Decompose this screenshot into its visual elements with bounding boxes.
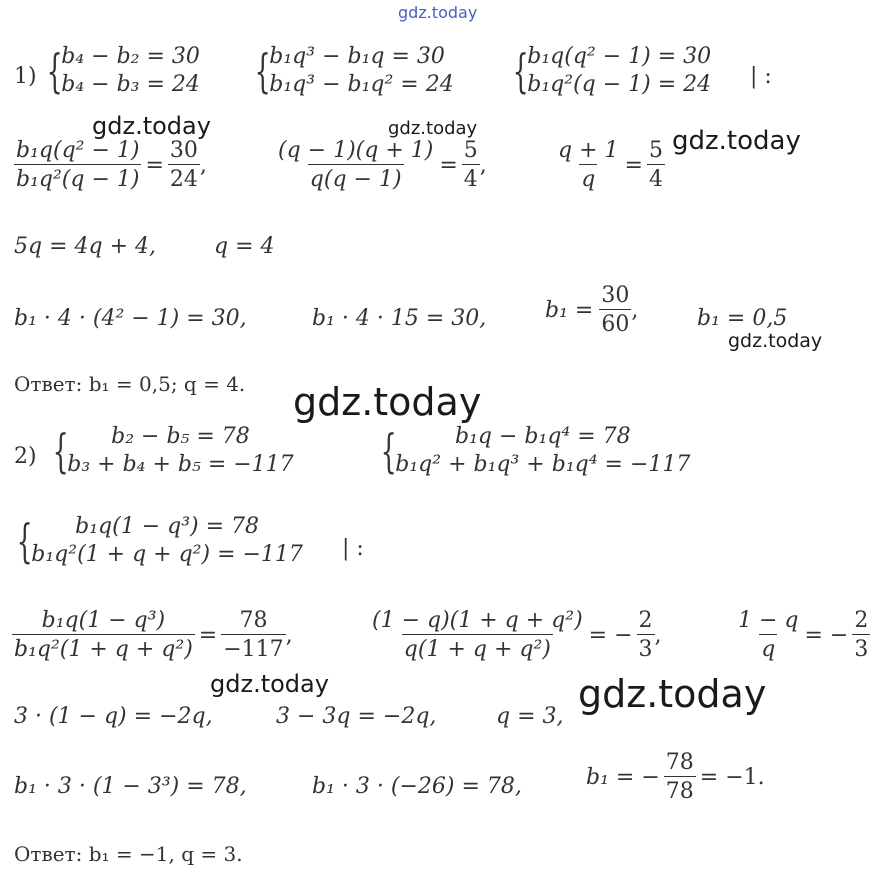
numerator: 1 − q: [738, 608, 799, 633]
fraction: [664, 752, 696, 803]
brace-icon: {: [46, 44, 63, 98]
part1-system-1: [40, 46, 200, 96]
equation: 3 · (1 − q) = −2q,: [14, 704, 213, 729]
equation: b₁ · 4 · (4² − 1) = 30,: [14, 306, 247, 331]
fraction: [599, 285, 631, 336]
numerator: b₁q(q² − 1): [16, 138, 140, 163]
watermark: gdz.today: [293, 380, 482, 424]
numerator: q + 1: [558, 138, 619, 163]
equation: b₁q² + b₁q³ + b₁q⁴ = −117: [395, 452, 691, 477]
watermark: gdz.today: [92, 112, 211, 140]
fraction: [168, 140, 200, 191]
fraction: [736, 610, 801, 661]
fraction: [852, 610, 870, 661]
denominator: q(q − 1): [308, 164, 404, 191]
part2-system-2: [374, 426, 690, 476]
equation: b₁ · 3 · (−26) = 78,: [312, 774, 522, 799]
numerator: 78: [665, 750, 694, 775]
part1-system-3: [506, 46, 711, 96]
numerator: 2: [854, 608, 869, 633]
numerator: (q − 1)(q + 1): [278, 138, 434, 163]
equation: b₂ − b₅ = 78: [111, 424, 250, 449]
fraction: [14, 140, 141, 191]
part1-label: 1): [14, 64, 37, 89]
denominator: q(1 + q + q²): [402, 634, 553, 661]
part1-system-2: [248, 46, 454, 96]
part2-fraction-row-3: $\frac{1 - q}{q}$ = − $\frac{2}{3}$: [738, 608, 869, 662]
divide-mark: | :: [342, 536, 364, 561]
brace-icon: {: [380, 424, 397, 478]
equation: b₄ − b₂ = 30: [61, 44, 200, 69]
denominator: 4: [462, 164, 480, 191]
part2-label: 2): [14, 444, 37, 469]
equation: = −1.: [699, 764, 765, 790]
watermark: gdz.today: [728, 330, 823, 352]
brace-icon: {: [16, 514, 33, 568]
equation: 3 − 3q = −2q,: [276, 704, 437, 729]
part2-fraction-row-1: $\frac{\text{b₁q(1 − q³)}}{\text{b₁q²(1 + q + q²)}}$ = $\frac{78}{-117}$ ,: [14, 608, 293, 662]
denominator: 78: [664, 776, 696, 803]
equation: b₁ · 3 · (1 − 3³) = 78,: [14, 774, 247, 799]
numerator: b₁q(1 − q³): [41, 608, 166, 633]
denominator: b₁q²(1 + q + q²): [12, 634, 195, 661]
denominator: b₁q²(q − 1): [14, 164, 141, 191]
fraction: [370, 610, 585, 661]
equation: b₃ + b₄ + b₅ = −117: [67, 452, 294, 477]
divide-mark: | :: [750, 64, 772, 89]
numerator: 30: [601, 283, 630, 308]
numerator: (1 − q)(1 + q + q²): [372, 608, 583, 633]
fraction: [647, 140, 665, 191]
part1-fraction-row-1: $\frac{\text{b₁q(q² − 1)}}{\text{b₁q²(q − 1)}}$ = $\frac{30}{24}$ ,: [16, 138, 207, 192]
watermark: gdz.today: [672, 126, 801, 156]
equation: b₁q²(1 + q + q²) = −117: [31, 542, 303, 567]
brace-icon: {: [512, 44, 529, 98]
denominator: q: [759, 634, 777, 661]
denominator: 4: [647, 164, 665, 191]
part2-system-1: [46, 426, 294, 476]
fraction: [556, 140, 621, 191]
part2-b1-fraction: [586, 752, 765, 803]
part2-system-3: [10, 516, 303, 566]
denominator: 3: [637, 634, 655, 661]
equation: b₁q − b₁q⁴ = 78: [455, 424, 631, 449]
denominator: 3: [852, 634, 870, 661]
numerator: 78: [239, 608, 268, 633]
numerator: 5: [648, 138, 663, 163]
part2-answer: Ответ: b₁ = −1, q = 3.: [14, 842, 243, 866]
part2-fraction-row-2: $\frac{\text{(1 − q)(1 + q + q²)}}{\text{q(1 + q + q²)}}$ = − $\frac{2}{3}$ ,: [372, 608, 662, 662]
equation: q = 3,: [496, 704, 564, 729]
equation: b₁q(1 − q³) = 78: [75, 514, 260, 539]
equation: q = 4: [214, 234, 275, 259]
numerator: 2: [638, 608, 653, 633]
part1-b1-fraction: b₁ = $\frac{30}{60}$ ,: [545, 283, 639, 337]
equation: b₄ − b₃ = 24: [61, 72, 200, 97]
fraction: [462, 140, 480, 191]
watermark: gdz.today: [578, 672, 767, 716]
equation: b₁ = 0,5: [697, 306, 788, 331]
equation: b₁q(q² − 1) = 30: [527, 44, 712, 69]
watermark: gdz.today: [210, 670, 329, 698]
equation: b₁ · 4 · 15 = 30,: [312, 306, 487, 331]
equation: b₁ =: [545, 297, 594, 323]
numerator: 5: [463, 138, 478, 163]
fraction: [221, 610, 285, 661]
fraction: [276, 140, 435, 191]
denominator: −117: [221, 634, 285, 661]
denominator: 60: [599, 309, 631, 336]
denominator: 24: [168, 164, 200, 191]
denominator: q: [579, 164, 597, 191]
equation: b₁q²(q − 1) = 24: [527, 72, 712, 97]
equation: b₁ = −: [586, 764, 660, 790]
part1-fraction-row-2: $\frac{(q - 1)(q + 1)}{q(q - 1)}$ = $\frac{5}{4}$ ,: [278, 138, 487, 192]
part1-fraction-row-3: $\frac{q + 1}{q}$ = $\frac{5}{4}$: [558, 138, 663, 192]
watermark: gdz.today: [388, 118, 478, 139]
numerator: 30: [169, 138, 198, 163]
brace-icon: {: [52, 424, 69, 478]
brace-icon: {: [254, 44, 271, 98]
equation: b₁q³ − b₁q² = 24: [269, 72, 454, 97]
equation: b₁q³ − b₁q = 30: [269, 44, 445, 69]
part1-answer: Ответ: b₁ = 0,5; q = 4.: [14, 372, 246, 396]
watermark-top: gdz.today: [398, 3, 478, 22]
fraction: [637, 610, 655, 661]
equation: 5q = 4q + 4,: [14, 234, 156, 259]
fraction: [12, 610, 195, 661]
